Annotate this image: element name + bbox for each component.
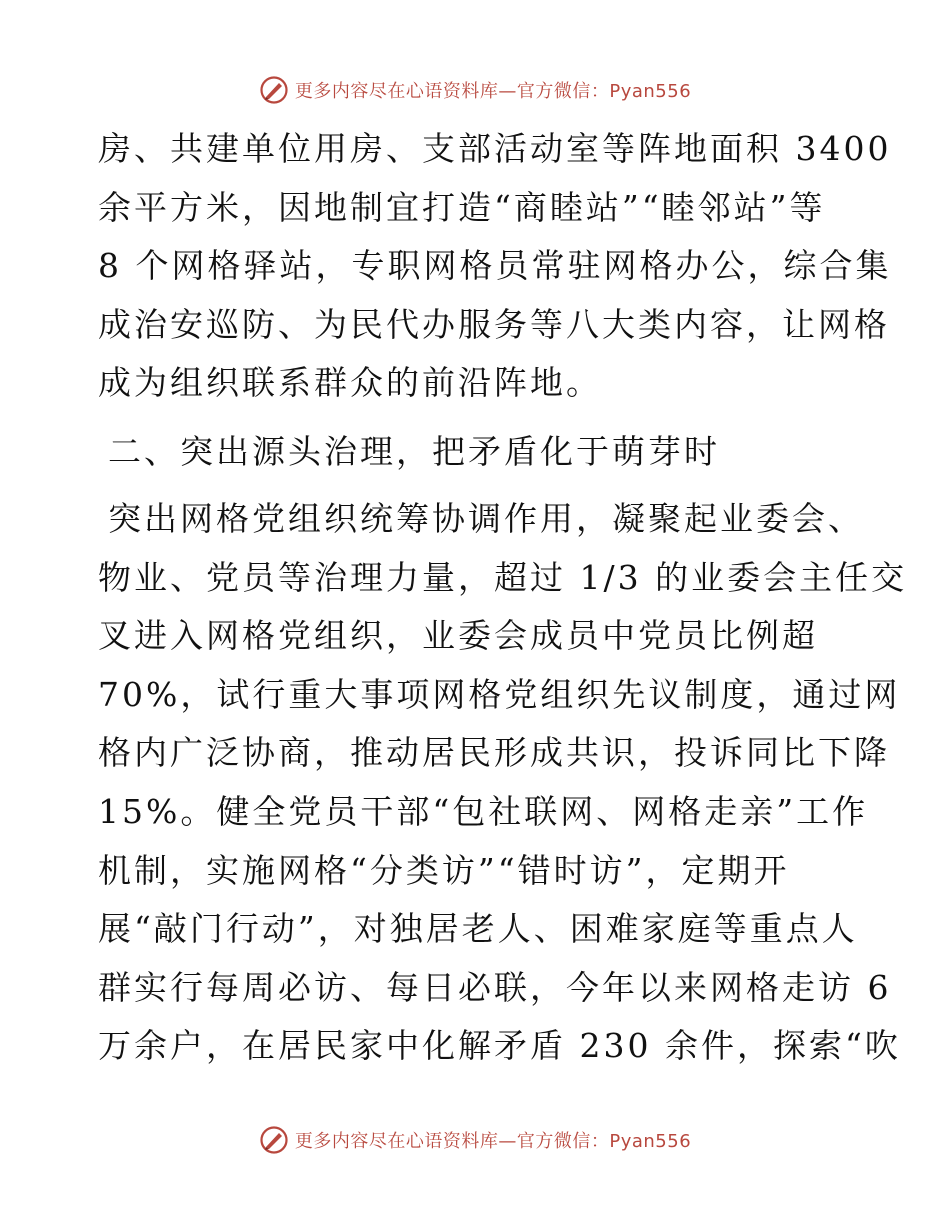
paragraph-1-line: 房、共建单位用房、支部活动室等阵地面积 3400 [98,129,892,168]
paragraph-1-line: 余平方米，因地制宜打造“商睦站”“睦邻站”等 [98,187,826,227]
paragraph-2-line: 物业、党员等治理力量，超过 1/3 的业委会主任交 [98,557,908,597]
paragraph-1-line: 成治安巡防、为民代办服务等八大类内容，让网格 [98,304,890,344]
paragraph-2-line: 群实行每周必访、每日必联，今年以来网格走访 6 [98,967,892,1007]
paragraph-2-line: 叉进入网格党组织，业委会成员中党员比例超 [98,616,818,656]
watermark-text: 更多内容尽在心语资料库—官方微信：Pyan556 [294,1131,692,1152]
section-heading: 二、突出源头治理，把矛盾化于萌芽时 [108,431,720,471]
paragraph-2-line: 突出网格党组织统筹协调作用，凝聚起业委会、 [108,498,864,538]
footer-watermark [0,1122,950,1158]
paragraph-1-line: 8 个网格驿站，专职网格员常驻网格办公，综合集 [98,246,892,286]
paragraph-2-line: 格内广泛协商，推动居民形成共识，投诉同比下降 [98,733,890,773]
paragraph-2-line: 70%，试行重大事项网格党组织先议制度，通过网 [98,674,901,714]
paragraph-1-line: 成为组织联系群众的前沿阵地。 [98,363,602,403]
pen-logo-icon [259,1125,289,1155]
paragraph-2-line: 15%。健全党员干部“包社联网、网格走亲”工作 [98,791,869,831]
header-watermark [0,72,950,108]
paragraph-2-line: 万余户，在居民家中化解矛盾 230 余件，探索“吹 [98,1026,901,1066]
watermark-text: 更多内容尽在心语资料库—官方微信：Pyan556 [294,81,692,102]
document-body [98,120,908,1076]
paragraph-2-line: 展“敲门行动”，对独居老人、困难家庭等重点人 [98,909,858,949]
pen-logo-icon [259,75,289,105]
paragraph-2-line: 机制，实施网格“分类访”“错时访”，定期开 [98,850,790,890]
